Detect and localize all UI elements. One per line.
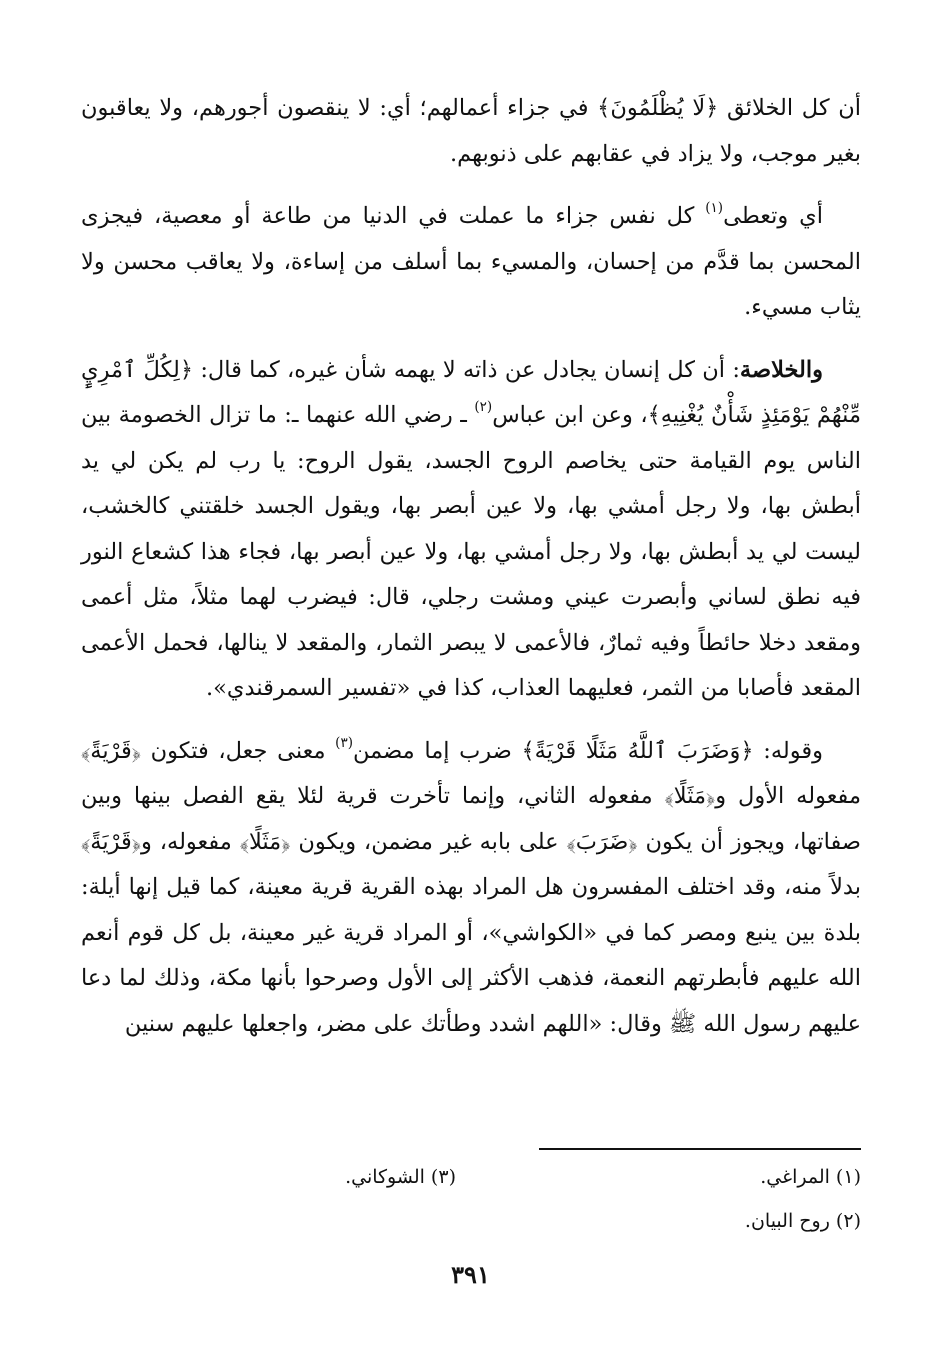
paragraph-3-text-b: ـ رضي الله عنهما ـ: ما تزال الخصومة بين الناس يوم القيامة حتى يخاصم الروح الجسد، يقول الروح: يا رب لم يكن لي يد أبطش بها، ولا رجل أمشي بها، ولا عين أبصر بها، ويقول الجسد خلقتني كالخشب، ليست لي يد أبطش بها، ولا رجل أمشي بها، ولا عين أبصر بها، فجاء هذا كشعاع النور فيه نطق لساني وأبصرت عيني ومشت رجلي، قال: فيضرب لهما مثلاً، مثل أعمى ومقعد دخلا حائطاً وفيه ثمارٌ، فالأعمى لا يبصر الثمار، والمقعد لا ينالها، فحمل الأعمى المقعد فأصابا من الثمر، فعليهما العذاب، كذا في «تفسير السمرقندي». (81, 402, 861, 701)
paragraph-2-text-a: أي وتعطى (723, 203, 824, 229)
paragraph-3 (81, 348, 861, 712)
footnote-ref-2: (٢) (474, 399, 493, 416)
paragraph-1-text: أن كل الخلائق ﴿لَا يُظْلَمُونَ﴾ في جزاء أعمالهم؛ أي: لا ينقصون أجورهم، ولا يعاقبون بغير موجب، ولا يزاد في عقابهم على ذنوبهم. (81, 95, 861, 167)
summary-heading: والخلاصة (739, 356, 823, 383)
paragraph-4-text-b: معنى جعل، فتكون ﴿قَرْيَةً﴾ مفعوله الأول و﴿مَثَلًا﴾ مفعوله الثاني، وإنما تأخرت قرية لئلا يقع الفصل بينها وبين صفاتها، ويجوز أن يكون ﴿ضَرَبَ﴾ على بابه غير مضمن، ويكون ﴿مَثَلًا﴾ مفعوله، و﴿قَرْيَةً﴾ بدلاً منه، وقد اختلف المفسرون هل المراد بهذه القرية قرية معينة، كما قيل إنها أيلة: بلدة بين ينبع ومصر كما في «الكواشي»، أو المراد قرية غير معينة، بل كل قوم أنعم الله عليهم فأبطرتهم النعمة، فذهب الأكثر إلى الأول وصرحوا بأنها مكة، وذلك لما دعا عليهم رسول الله ﷺ وقال: «اللهم اشدد وطأتك على مضر، واجعلها عليهم سنين (81, 737, 861, 1037)
footnote-1: (١) المراغي. (760, 1166, 861, 1188)
paragraph-3-text-a: : أن كل إنسان يجادل عن ذاته لا يهمه شأن غيره، كما قال: ﴿لِكُلِّ ٱمْرِيٍٕ مِّنْهُمْ يَوْمَئِذٍ شَأْنٌ يُغْنِيهِ﴾، وعن ابن عباس (81, 356, 862, 428)
paragraph-2-text-b: كل نفس جزاء ما عملت في الدنيا من طاعة أو معصية، فيجزى المحسن بما قدَّم من إحسان، والمسيء بما أسلف من إساءة، ولا يعاقب محسن ولا يثاب مسيء. (81, 203, 861, 320)
page-number: ٣٩١ (451, 1260, 490, 1289)
paragraph-4-text-a: وقوله: ﴿وَضَرَبَ ٱللَّهُ مَثَلًا قَرْيَةً﴾ ضرب إما مضمن (353, 737, 823, 764)
footnote-ref-3: (٣) (335, 734, 353, 751)
paragraph-4 (81, 729, 861, 1048)
footnote-ref-1: (١) (705, 200, 724, 217)
paragraph-2 (81, 194, 861, 331)
footnote-3: (٣) الشوكاني. (345, 1166, 456, 1188)
footnote-2: (٢) روح البيان. (744, 1210, 861, 1232)
body-text (81, 86, 861, 1047)
paragraph-1 (81, 86, 861, 177)
footnote-separator (539, 1148, 861, 1150)
